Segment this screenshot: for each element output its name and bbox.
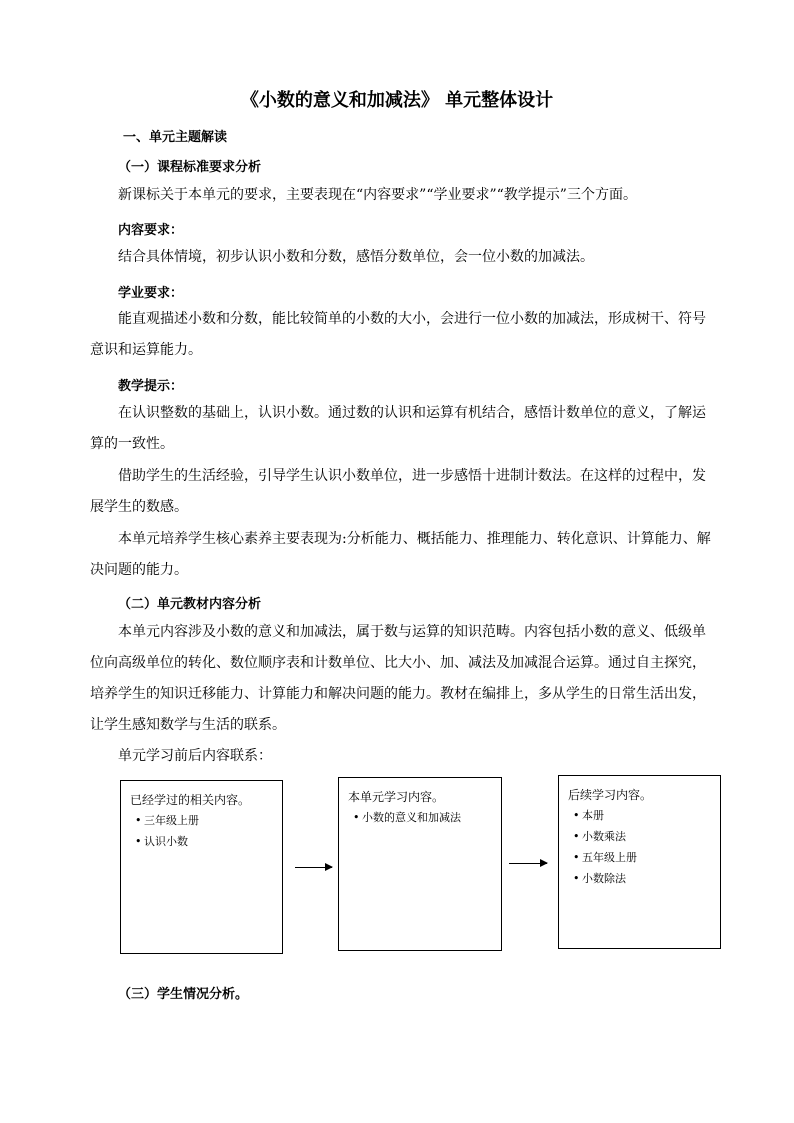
teaching-tips-paragraph-2: 借助学生的生活经验，引导学生认识小数单位，进一步感悟十进制计数法。在这样的过程中，发展学生的数感。: [90, 468, 706, 515]
core-literacy-paragraph: 本单元培养学生核心素养主要表现为:分析能力、概括能力、推理能力、转化意识、计算能力、解决问题的能力。: [90, 531, 711, 578]
bullet-icon: •: [353, 811, 360, 824]
subsection-heading-students: （三）学生情况分析。: [118, 987, 249, 1002]
academic-requirement-text: 能直观描述小数和分数，能比较简单的小数的大小，会进行一位小数的加减法，形成树干、符号意识和运算能力。: [90, 311, 706, 358]
teaching-tips-label: 教学提示：: [118, 379, 184, 394]
teaching-tips-paragraph-1: 在认识整数的基础上，认识小数。通过数的认识和运算有机结合，感悟计数单位的意义，了解运算的一致性。: [90, 405, 706, 452]
content-requirement-label: 内容要求：: [118, 223, 184, 238]
right-arrow-icon: [509, 863, 547, 864]
bullet-icon: •: [573, 851, 580, 864]
future-learning-list: [573, 805, 637, 889]
bullet-icon: •: [573, 872, 580, 885]
list-item: • 小数的意义和加减法: [353, 807, 461, 828]
list-item: • 小数乘法: [573, 826, 637, 847]
list-item: • 五年级上册: [573, 847, 637, 868]
materials-analysis-paragraph: 本单元内容涉及小数的意义和加减法，属于数与运算的知识范畴。内容包括小数的意义、低级单位向高级单位的转化、数位顺序表和计数单位、比大小、加、减法及加减混合运算。通过自主探究，培养学生的知识迁移能力、计算能力和解决问题的能力。教材在编排上，多从学生的日常生活出发，让学生感知数学与生活的联系。: [90, 624, 706, 733]
document-title: 《小数的意义和加减法》 单元整体设计: [240, 90, 554, 111]
intro-paragraph: 新课标关于本单元的要求，主要表现在“内容要求”“学业要求”“教学提示”三个方面。: [118, 187, 637, 203]
bullet-icon: •: [573, 830, 580, 843]
prior-knowledge-list: [135, 810, 199, 852]
list-item: • 本册: [573, 805, 637, 826]
current-unit-list: [353, 807, 461, 828]
list-item: • 认识小数: [135, 831, 199, 852]
current-unit-box: [338, 777, 502, 951]
academic-requirement-label: 学业要求：: [118, 286, 184, 301]
current-unit-title: 本单元学习内容。: [348, 790, 445, 804]
bullet-icon: •: [135, 835, 142, 848]
subsection-heading-curriculum: （一）课程标准要求分析: [118, 160, 262, 175]
section-heading-1: 一、单元主题解读: [123, 130, 228, 145]
right-arrow-icon: [295, 867, 332, 868]
prior-knowledge-title: 已经学过的相关内容。: [130, 793, 251, 807]
prior-knowledge-box: [120, 780, 283, 954]
list-item: • 小数除法: [573, 868, 637, 889]
future-learning-title: 后续学习内容。: [568, 788, 653, 802]
content-requirement-text: 结合具体情境，初步认识小数和分数，感悟分数单位，会一位小数的加减法。: [118, 249, 594, 265]
bullet-icon: •: [135, 814, 142, 827]
bullet-icon: •: [573, 809, 580, 822]
future-learning-box: [558, 775, 721, 949]
list-item: • 三年级上册: [135, 810, 199, 831]
subsection-heading-materials: （二）单元教材内容分析: [118, 597, 262, 612]
relation-label: 单元学习前后内容联系：: [118, 748, 272, 764]
